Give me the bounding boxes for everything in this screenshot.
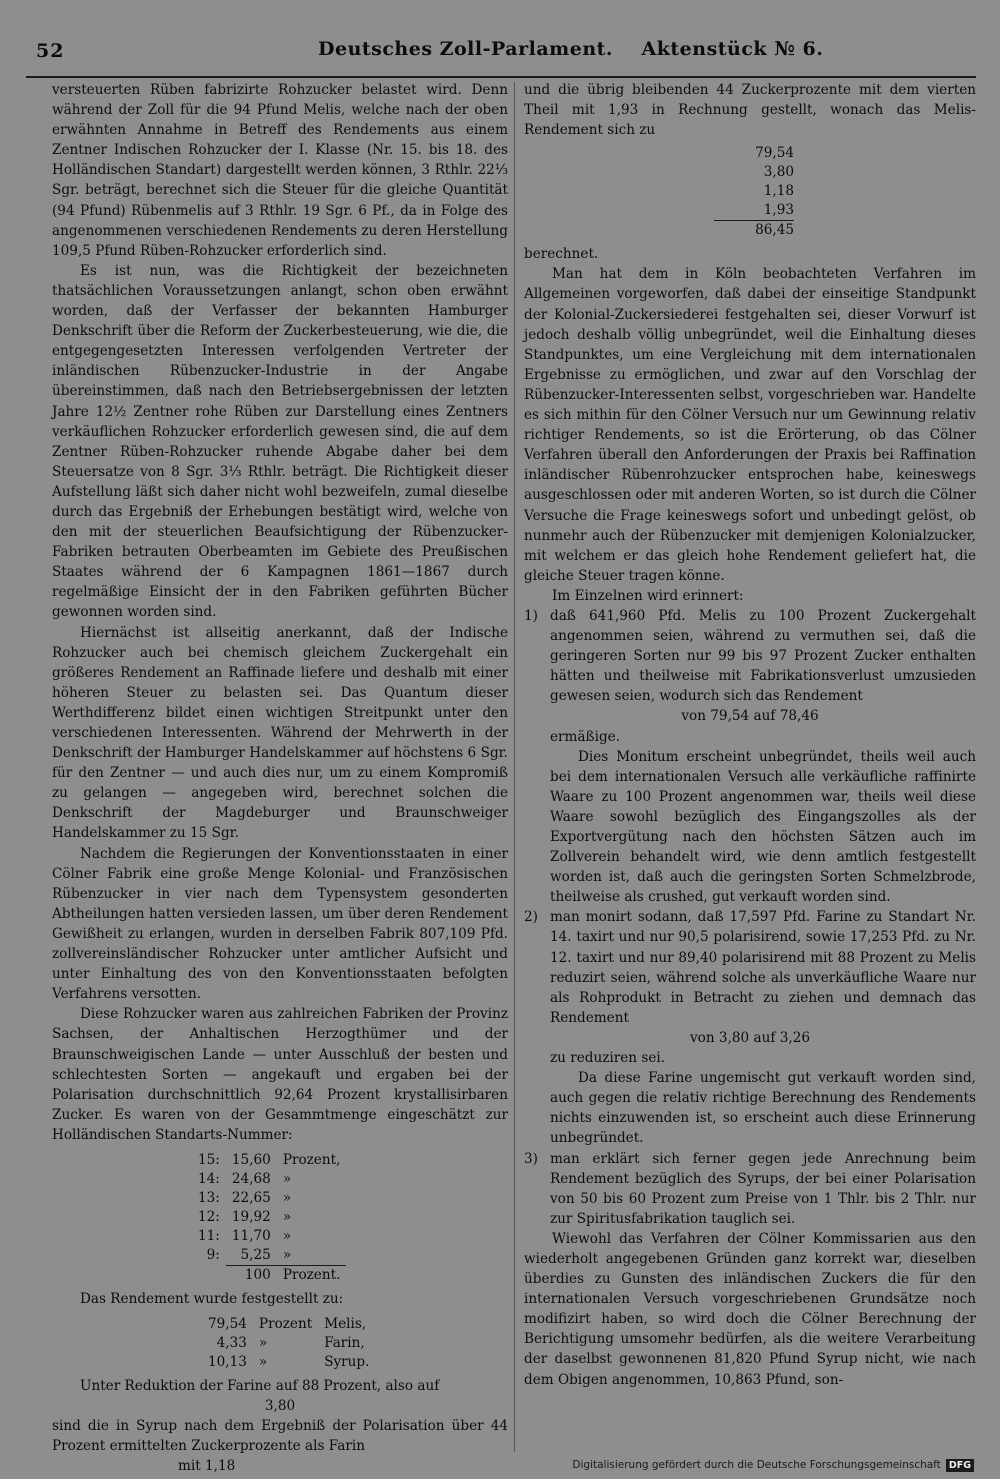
sum-value: 79,54 (755, 145, 794, 162)
list-item (524, 907, 976, 1028)
standards-cell-val: 22,65 (231, 1189, 271, 1206)
paragraph: Man hat dem in Köln beobachteten Verfahren im Allgemeinen vorgeworfen, daß dabei der einseitige Standpunkt der Kolonial-Zuckersiederei festgehalten sei, dieser Vorwurf ist jedoch deshalb völlig unbegründet, weil die Einhaltung dieses Standpunktes, um eine Vergleichung mit dem internationalen Ergebnisse zu ermöglichen, und zwar auf den Vorschlag der Rübenzucker-Interessenten selbst, vorgeschrieben war. Handelte es sich mithin für den Cölner Versuch nur um Gewinnung relativ richtiger Rendements, so ist die Erörterung, ob das Cölner Verfahren überall den Anforderungen der Praxis bei Raffination inländischer Rübenrohzucker entsprochen habe, keineswegs ausgeschlossen oder mit anderen Worten, so ist durch die Cölner Versuche die Frage keineswegs sofort und unbedingt gelöst, ob nunmehr auch der Rübenzucker mit demjenigen Kolonialzucker, mit welchem er das gleich hohe Rendement geliefert hat, die gleiche Steuer tragen könne. (524, 266, 976, 584)
standards-cell-nr: 9: (206, 1247, 220, 1264)
dfg-logo: DFG (946, 1459, 974, 1472)
standards-cell-unit: » (282, 1170, 292, 1187)
list-item (524, 606, 976, 706)
standards-cell-val: 24,68 (231, 1170, 271, 1187)
standards-row (192, 1208, 346, 1227)
rendement-cell-unit: Prozent (258, 1316, 313, 1333)
standards-cell-val: 11,70 (231, 1227, 271, 1244)
rendement-cell-val: 79,54 (208, 1316, 247, 1333)
rendement-cell-val: 10,13 (208, 1354, 247, 1371)
page-number: 52 (36, 40, 65, 62)
rendement-row (202, 1315, 375, 1334)
paragraph: und die übrig bleibenden 44 Zuckerprozente mit dem vierten Theil mit 1,93 in Rechnung gestellt, wonach das Melis-Rendement sich zu (524, 82, 976, 139)
paragraph: sind die in Syrup nach dem Ergebniß der Polarisation über 44 Prozent ermittelten Zuckerprozente als Farin (52, 1418, 508, 1455)
standards-row (192, 1227, 346, 1246)
standards-cell-unit: » (282, 1208, 292, 1225)
list-comment: Da diese Farine ungemischt gut verkauft worden sind, auch gegen die relativ richtige Berechnung des Rendements nichts einzuwenden ist, so erscheint auch diese Erinnerung unbegründet. (550, 1070, 976, 1147)
standards-cell-unit: » (282, 1189, 292, 1206)
paragraph: Unter Reduktion der Farine auf 88 Prozent, also auf (80, 1378, 440, 1395)
formula-line: von 3,80 auf 3,26 (689, 1029, 810, 1046)
footer-text: Digitalisierung gefördert durch die Deutsche Forschungsgemeinschaft (572, 1459, 941, 1471)
list-number: 3) (524, 1150, 538, 1167)
rendement-row (202, 1334, 375, 1353)
list-number: 1) (524, 607, 538, 624)
paragraph: Im Einzelnen wird erinnert: (552, 587, 744, 604)
footer-credit (572, 1457, 974, 1473)
column-divider (514, 82, 515, 1452)
rendement-row (202, 1353, 375, 1372)
running-title: Deutsches Zoll-Parlament. Aktenstück № 6. (318, 38, 824, 60)
rendement-cell-unit: » (258, 1354, 268, 1371)
list-comment: Dies Monitum erscheint unbegründet, theils weil auch bei dem internationalen Versuch alle verkäufliche raffinirte Waare zu 100 Prozent angenommen war, theils weil diese Waare sowohl bezüglich des Eingangszolles als der Exportvergütung nach den höchsten Sätzen auch im Zollverein behandelt wird, wie denn amtlich festgestellt worden ist, daß auch die geringsten Sorten Schmelzbrode, theilweise als crushed, gut verkauft worden sind. (550, 748, 976, 906)
sum-total: 86,45 (714, 220, 794, 240)
standards-cell-nr: 11: (198, 1227, 220, 1244)
page-header (30, 30, 980, 70)
paragraph: Hiernächst ist allseitig anerkannt, daß der Indische Rohzucker auch bei chemisch gleichem Zuckergehalt ein größeres Rendement an Raffinade liefere und deshalb mit einer höheren Steuer zu belasten sei. Das Quantum dieser Werthdifferenz bildet einen wichtigen Streitpunkt unter den verschiedenen Interessenten. Während der Mehrwerth in der Denkschrift der Hamburger Handelskammer auf höchstens 6 Sgr. für den Zentner — und auch dies nur, um zu einem Kompromiß zu gelangen — angegeben wird, berechnet solchen die Denkschrift der Magdeburger und Braunschweiger Handelskammer zu 15 Sgr. (52, 624, 508, 842)
standards-cell-nr: 12: (198, 1208, 220, 1225)
standards-cell-nr: 13: (198, 1189, 220, 1206)
paragraph: Nachdem die Regierungen der Konventionsstaaten in einer Cölner Fabrik eine große Menge Kolonial- und Französischen Rübenzucker in vier nach dem Typensystem gesonderten Abtheilungen hatten versieden lassen, um über deren Rendement Gewißheit zu erlangen, wurden in derselben Fabrik 807,109 Pfd. zollvereinsländischer Rohzucker unter amtlicher Aufsicht und unter Einhaltung des von den Konventionsstaaten befolgten Verfahrens versotten. (52, 845, 508, 1003)
rendement-cell-unit: » (258, 1335, 268, 1352)
list-number: 2) (524, 909, 538, 926)
list-continuation: zu reduziren sei. (550, 1050, 666, 1067)
standards-table (192, 1151, 346, 1285)
standards-row (192, 1189, 346, 1208)
formula-line: von 79,54 auf 78,46 (681, 708, 819, 725)
rendement-cell-item: Melis, (324, 1316, 367, 1333)
left-column (52, 80, 508, 1477)
standards-cell-unit: Prozent, (282, 1151, 341, 1168)
standards-cell-val: 19,92 (231, 1208, 271, 1225)
list-text: man erklärt sich ferner gegen jede Anrechnung beim Rendement bezüglich des Syrups, der bei einer Polarisation von 50 bis 60 Prozent zum Preise von 1 Thlr. bis 2 Thlr. nur zur Spiritusfabrikation tauglich sei. (550, 1150, 976, 1227)
right-column (524, 80, 976, 1390)
rendement-cell-item: Farin, (324, 1335, 365, 1352)
paragraph: Das Rendement wurde festgestellt zu: (80, 1290, 344, 1307)
paragraph-end: mit 1,18 (178, 1458, 236, 1475)
sum-value: 1,18 (763, 183, 794, 200)
sum-value: 1,93 (763, 202, 794, 219)
rendement-table (202, 1315, 375, 1372)
paragraph: Diese Rohzucker waren aus zahlreichen Fabriken der Provinz Sachsen, der Anhaltischen Herzogthümer und der Braunschweigischen Lande — unter Ausschluß der besten und schlechtesten Sorten — angekauft und ergaben bei der Polarisation durchschnittlich 92,64 Prozent krystallisirbaren Zucker. Es waren von der Gesammtmenge eingeschätzt zur Holländischen Standarts-Nummer: (52, 1006, 508, 1143)
list-continuation: ermäßige. (550, 728, 621, 745)
list-text: man monirt sodann, daß 17,597 Pfd. Farine zu Standart Nr. 14. taxirt und nur 90,5 polarisirend, sowie 17,253 Pfd. zu Nr. 12. taxirt und nur 89,40 polarisirend mit 88 Prozent zu Melis reduzirt seien, während solche als unverkäufliche Waare nur als Rohprodukt in Betracht zu ziehen und demnach das Rendement (550, 909, 976, 1026)
standards-cell-nr: 15: (198, 1151, 220, 1168)
paragraph: versteuerten Rüben fabrizirte Rohzucker belastet wird. Denn während der Zoll für die 94 Pfund Melis, welche nach der oben erwähnten Annahme in Betreff des Rendements aus einem Zentner Indischen Rohzucker der I. Klasse (Nr. 15. bis 18. des Holländischen Standart) dargestellt werden können, 3 Rthlr. 22⅓ Sgr. beträgt, berechnet sich die Steuer für die gleiche Quantität (94 Pfund) Rübenmelis auf 3 Rthlr. 19 Sgr. 6 Pf., da in Folge des angenommenen verschiedenen Rendements zu deren Herstellung 109,5 Pfund Rüben-Rohzucker erforderlich sind. (52, 82, 508, 259)
standards-cell-nr: 14: (198, 1170, 220, 1187)
paragraph-end: berechnet. (524, 246, 599, 263)
rendement-cell-val: 4,33 (216, 1335, 247, 1352)
standards-cell-val: 15,60 (231, 1151, 271, 1168)
list-text: daß 641,960 Pfd. Melis zu 100 Prozent Zuckergehalt angenommen seien, während zu vermuthen sei, daß die geringeren Sorten nur 99 bis 97 Prozent Zucker enthalten hätten und theilweise mit Fabrikationsverlust umzusieden gewesen seien, wodurch sich das Rendement (550, 607, 976, 705)
sum-value: 3,80 (763, 164, 794, 181)
header-rule (26, 76, 976, 78)
standards-cell-unit: » (282, 1246, 292, 1263)
paragraph: Wiewohl das Verfahren der Cölner Kommissarien aus den wiederholt angegebenen Gründen ganz korrekt war, dieselben überdies zu Gunsten des inländischen Zuckers die für den internationalen Versuch vorgeschriebenen Grundsätze noch modifizirt haben, so wird doch die Cölner Berechnung der Berichtigung umsomehr bedürfen, als die weitere Verarbeitung der daselbst gewonnenen 81,820 Pfund Syrup nicht, wie nach dem Obigen angenommen, 10,863 Pfund, son- (524, 1230, 976, 1388)
rendement-cell-item: Syrup. (324, 1354, 370, 1371)
value-line: 3,80 (264, 1398, 296, 1415)
standards-total-value: 100 (226, 1265, 277, 1285)
standards-total-row (192, 1265, 346, 1285)
standards-row (192, 1170, 346, 1189)
standards-row (192, 1246, 346, 1266)
standards-cell-val: 5,25 (240, 1246, 271, 1263)
standards-total-unit: Prozent. (277, 1265, 347, 1285)
standards-row (192, 1151, 346, 1170)
paragraph: Es ist nun, was die Richtigkeit der bezeichneten thatsächlichen Voraussetzungen anlangt, schon oben erwähnt worden, daß der Verfasser der bekannten Hamburger Denkschrift über die Reform der Zuckerbesteuerung, wie die, die entgegengesetzten Interessen verfolgenden Vertreter der inländischen Rübenzucker-Industrie in der Angabe übereinstimmen, daß nach den Betriebsergebnissen der letzten Jahre 12½ Zentner rohe Rüben zur Darstellung eines Zentners verkäuflichen Rohzucker erforderlich gewesen sind, die auf dem Zentner Rüben-Rohzucker ruhende Abgabe daher bei dem Steuersatze von 8 Sgr. 3⅓ Rthlr. beträgt. Die Richtigkeit dieser Aufstellung läßt sich daher nicht wohl bezweifeln, zumal dieselbe durch das Ergebniß der Erhebungen bestätigt wird, welche von den mit der steuerlichen Beaufsichtigung der Rübenzucker-Fabriken betrauten Oberbeamten im Gebiete des Preußischen Staates während der 6 Kampagnen 1861—1867 durch regelmäßige Einsicht der in den Fabriken geführten Bücher gewonnen worden sind. (52, 262, 508, 621)
standards-cell-unit: » (282, 1227, 292, 1244)
list-item (524, 1149, 976, 1229)
sum-stack (714, 144, 794, 240)
